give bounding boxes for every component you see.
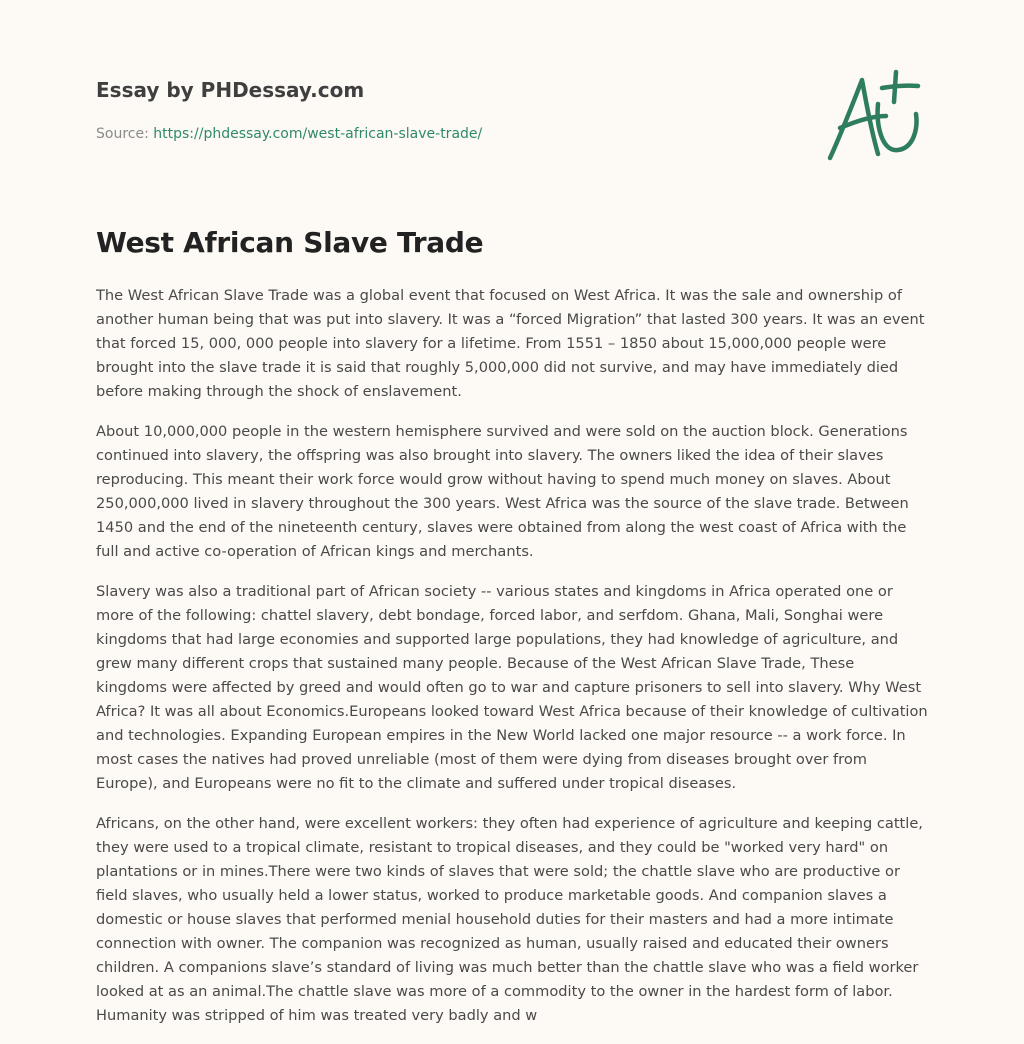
site-brand: Essay by PHDessay.com bbox=[96, 78, 365, 102]
article-title: West African Slave Trade bbox=[96, 226, 484, 259]
a-plus-logo-icon bbox=[820, 66, 930, 166]
page-header bbox=[96, 78, 796, 142]
paragraph: The West African Slave Trade was a global event that focused on West Africa. It was the sale and ownership of another human being that was put into slavery. It was a “forced Migration” that lasted 300 years. It was an event that forced 15, 000, 000 people into slavery for a lifetime. From 1551 – 1850 about 15,000,000 people were brought into the slave trade it is said that roughly 5,000,000 did not survive, and may have immediately died before making through the shock of enslavement. bbox=[96, 287, 925, 400]
article-body bbox=[96, 284, 928, 1044]
source-line bbox=[96, 126, 796, 142]
paragraph: Africans, on the other hand, were excellent workers: they often had experience of agriculture and keeping cattle, they were used to a tropical climate, resistant to tropical diseases, and they could be "worked very hard" on plantations or in mines.There were two kinds of slaves that were sold; the chattle slave who are productive or field slaves, who usually held a lower status, worked to produce marketable goods. And companion slaves a domestic or house slaves that performed menial household duties for their masters and had a more intimate connection with owner. The companion was recognized as human, usually raised and educated their owners children. A companions slave’s standard of living was much better than the chattle slave who was a field worker looked at as an animal.The chattle slave was more of a commodity to the owner in the hardest form of labor. Humanity was stripped of him was treated very badly and w bbox=[96, 815, 923, 1024]
source-link[interactable]: https://phdessay.com/west-african-slave-trade/ bbox=[153, 126, 483, 142]
source-label: Source: bbox=[96, 126, 149, 142]
paragraph: Slavery was also a traditional part of African society -- various states and kingdoms in Africa operated one or more of the following: chattel slavery, debt bondage, forced labor, and serfdom. Ghana, Mali, Songhai were kingdoms that had large economies and supported large populations, they had knowledge of agriculture, and grew many different crops that sustained many people. Because of the West African Slave Trade, These kingdoms were affected by greed and would often go to war and capture prisoners to sell into slavery. Why West Africa? It was all about Economics.Europeans looked toward West Africa because of their knowledge of cultivation and technologies. Expanding European empires in the New World lacked one major resource -- a work force. In most cases the natives had proved unreliable (most of them were dying from diseases brought over from Europe), and Europeans were no fit to the climate and suffered under tropical diseases. bbox=[96, 583, 928, 792]
paragraph: About 10,000,000 people in the western hemisphere survived and were sold on the auction block. Generations continued into slavery, the offspring was also brought into slavery. The owners liked the idea of their slaves reproducing. This meant their work force would grow without having to spend much money on slaves. About 250,000,000 lived in slavery throughout the 300 years. West Africa was the source of the slave trade. Between 1450 and the end of the nineteenth century, slaves were obtained from along the west coast of Africa with the full and active co-operation of African kings and merchants. bbox=[96, 423, 909, 560]
